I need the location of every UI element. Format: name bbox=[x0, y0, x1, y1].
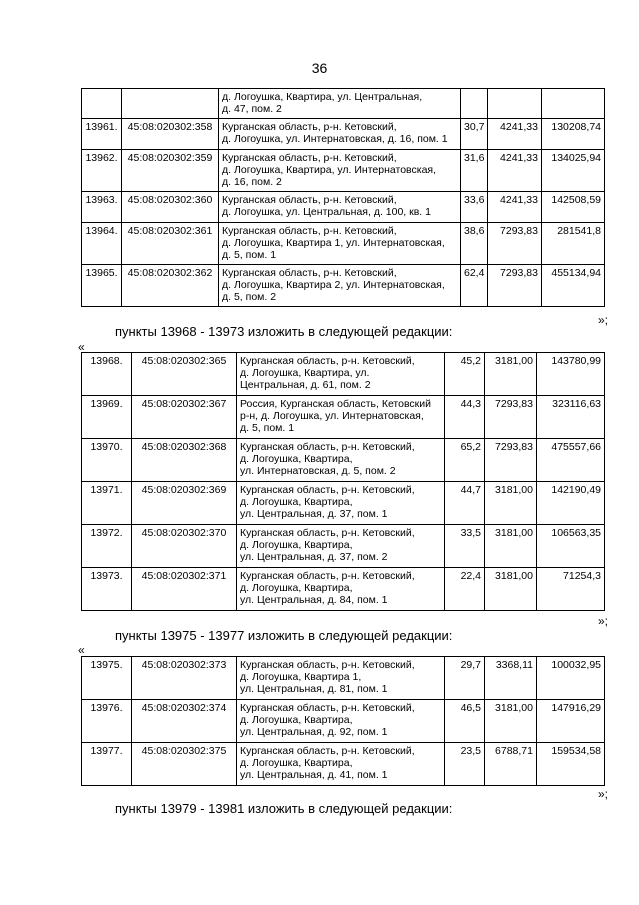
cadastral-value-cell: 106563,35 bbox=[537, 525, 605, 568]
address-line: д. Логоушка, Квартира, bbox=[240, 539, 353, 551]
address-cell bbox=[219, 89, 461, 119]
area-cell: 30,7 bbox=[461, 119, 488, 150]
cadastral-value-cell: 142190,49 bbox=[537, 482, 605, 525]
table-row bbox=[82, 89, 605, 119]
cadastral-number-cell: 45:08:020302:375 bbox=[132, 743, 237, 786]
unit-price-cell: 7293,83 bbox=[488, 265, 542, 307]
address-line: д. Логоушка, Квартира, ул. Центральная, bbox=[222, 91, 423, 103]
cadastral-value-cell: 475557,66 bbox=[537, 439, 605, 482]
area-cell: 46,5 bbox=[445, 700, 485, 743]
cadastral-value-cell: 130208,74 bbox=[542, 119, 605, 150]
address-line: д. 5, пом. 2 bbox=[222, 291, 277, 303]
address-line: д. Логоушка, Квартира, bbox=[240, 714, 353, 726]
unit-price-cell: 4241,33 bbox=[488, 150, 542, 192]
row-number-cell: 13964. bbox=[82, 223, 122, 265]
row-number-cell: 13972. bbox=[82, 525, 132, 568]
address-line: д. Логоушка, ул. Центральная, д. 100, кв. 1 bbox=[222, 206, 431, 218]
table-row bbox=[82, 568, 605, 611]
area-cell: 45,2 bbox=[445, 353, 485, 396]
area-cell: 31,6 bbox=[461, 150, 488, 192]
cadastral-number-cell: 45:08:020302:362 bbox=[122, 265, 219, 307]
area-cell: 33,5 bbox=[445, 525, 485, 568]
address-cell bbox=[219, 119, 461, 150]
row-number-cell: 13977. bbox=[82, 743, 132, 786]
table-row bbox=[82, 482, 605, 525]
address-line: ул. Интернатовская, д. 5, пом. 2 bbox=[240, 465, 396, 477]
cadastral-value-cell: 100032,95 bbox=[537, 657, 605, 700]
address-cell bbox=[237, 396, 445, 439]
unit-price-cell: 3368,11 bbox=[485, 657, 537, 700]
address-line: ул. Центральная, д. 37, пом. 2 bbox=[240, 551, 388, 563]
area-cell: 65,2 bbox=[445, 439, 485, 482]
address-line: Курганская область, р-н. Кетовский, bbox=[222, 121, 397, 133]
page-number: 36 bbox=[311, 60, 328, 76]
opening-quote: « bbox=[78, 643, 85, 657]
row-number-cell: 13963. bbox=[82, 192, 122, 223]
address-line: д. Логоушка, Квартира 2, ул. Интернатовская, bbox=[222, 279, 445, 291]
row-number-cell: 13968. bbox=[82, 353, 132, 396]
cadastral-number-cell: 45:08:020302:360 bbox=[122, 192, 219, 223]
table-row bbox=[82, 150, 605, 192]
address-line: Курганская область, р-н. Кетовский, bbox=[222, 225, 397, 237]
cadastral-number-cell: 45:08:020302:368 bbox=[132, 439, 237, 482]
closing-quote: »; bbox=[598, 787, 609, 801]
area-cell: 62,4 bbox=[461, 265, 488, 307]
row-number-cell: 13973. bbox=[82, 568, 132, 611]
cadastral-value-cell: 134025,94 bbox=[542, 150, 605, 192]
cadastral-number-cell: 45:08:020302:371 bbox=[132, 568, 237, 611]
address-cell bbox=[237, 353, 445, 396]
address-cell bbox=[237, 657, 445, 700]
cadastral-number-cell: 45:08:020302:365 bbox=[132, 353, 237, 396]
cadastral-number-cell: 45:08:020302:369 bbox=[132, 482, 237, 525]
unit-price-cell: 3181,00 bbox=[485, 525, 537, 568]
address-line: д. Логоушка, ул. Интернатовская, д. 16, пом. 1 bbox=[222, 133, 448, 145]
unit-price-cell: 6788,71 bbox=[485, 743, 537, 786]
cadastral-value-cell: 323116,63 bbox=[537, 396, 605, 439]
cadastral-value-cell: 159534,58 bbox=[537, 743, 605, 786]
area-cell: 44,3 bbox=[445, 396, 485, 439]
area-cell: 22,4 bbox=[445, 568, 485, 611]
unit-price-cell: 3181,00 bbox=[485, 482, 537, 525]
unit-price-cell: 7293,83 bbox=[485, 396, 537, 439]
row-number-cell: 13975. bbox=[82, 657, 132, 700]
address-line: Курганская область, р-н. Кетовский, bbox=[240, 355, 415, 367]
address-line: д. Логоушка, Квартира, bbox=[240, 453, 353, 465]
row-number-cell: 13970. bbox=[82, 439, 132, 482]
closing-quote: »; bbox=[598, 614, 609, 628]
address-line: д. Логоушка, Квартира 1, ул. Интернатовская, bbox=[222, 237, 445, 249]
address-line: д. 5, пом. 1 bbox=[222, 249, 277, 261]
row-number-cell: 13971. bbox=[82, 482, 132, 525]
row-number-cell bbox=[82, 89, 122, 119]
address-line: Курганская область, р-н. Кетовский, bbox=[222, 267, 397, 279]
row-number-cell: 13965. bbox=[82, 265, 122, 307]
address-cell bbox=[237, 743, 445, 786]
unit-price-cell: 3181,00 bbox=[485, 700, 537, 743]
address-line: Центральная, д. 61, пом. 2 bbox=[240, 379, 371, 391]
address-cell bbox=[237, 568, 445, 611]
address-line: р-н, д. Логоушка, ул. Интернатовская, bbox=[240, 410, 424, 422]
table-row bbox=[82, 525, 605, 568]
address-cell bbox=[237, 482, 445, 525]
address-line: ул. Центральная, д. 81, пом. 1 bbox=[240, 683, 388, 695]
area-cell: 44,7 bbox=[445, 482, 485, 525]
table-body bbox=[82, 89, 605, 307]
row-number-cell: 13969. bbox=[82, 396, 132, 439]
cadastral-number-cell: 45:08:020302:370 bbox=[132, 525, 237, 568]
address-line: ул. Центральная, д. 84, пом. 1 bbox=[240, 594, 388, 606]
cadastral-value-cell: 143780,99 bbox=[537, 353, 605, 396]
address-line: Курганская область, р-н. Кетовский, bbox=[240, 745, 415, 757]
area-cell: 33,6 bbox=[461, 192, 488, 223]
table-row bbox=[82, 192, 605, 223]
cadastral-number-cell: 45:08:020302:361 bbox=[122, 223, 219, 265]
address-line: Курганская область, р-н. Кетовский, bbox=[240, 702, 415, 714]
table-body bbox=[82, 657, 605, 786]
address-line: ул. Центральная, д. 37, пом. 1 bbox=[240, 508, 388, 520]
cadastral-number-cell: 45:08:020302:367 bbox=[132, 396, 237, 439]
address-line: Курганская область, р-н. Кетовский, bbox=[222, 152, 397, 164]
table-row bbox=[82, 353, 605, 396]
table-row bbox=[82, 700, 605, 743]
closing-quote: »; bbox=[598, 313, 609, 327]
table-row bbox=[82, 223, 605, 265]
table-row bbox=[82, 743, 605, 786]
table-row bbox=[82, 396, 605, 439]
row-number-cell: 13962. bbox=[82, 150, 122, 192]
instruction-text: пункты 13979 - 13981 изложить в следующей редакции: bbox=[115, 801, 453, 816]
address-line: д. Логоушка, Квартира, bbox=[240, 496, 353, 508]
unit-price-cell: 4241,33 bbox=[488, 192, 542, 223]
address-cell bbox=[219, 192, 461, 223]
address-line: д. 16, пом. 2 bbox=[222, 176, 282, 188]
table-body bbox=[82, 353, 605, 611]
address-line: д. Логоушка, Квартира, ул. Интернатовская, bbox=[222, 164, 437, 176]
cadastral-value-cell: 147916,29 bbox=[537, 700, 605, 743]
opening-quote: « bbox=[78, 340, 85, 354]
address-line: д. 47, пом. 2 bbox=[222, 103, 282, 115]
address-cell bbox=[237, 439, 445, 482]
cadastral-value-cell bbox=[542, 89, 605, 119]
unit-price-cell: 3181,00 bbox=[485, 353, 537, 396]
cadastral-number-cell: 45:08:020302:373 bbox=[132, 657, 237, 700]
row-number-cell: 13961. bbox=[82, 119, 122, 150]
address-line: Курганская область, р-н. Кетовский, bbox=[222, 194, 397, 206]
table-row bbox=[82, 657, 605, 700]
address-line: д. Логоушка, Квартира, bbox=[240, 582, 353, 594]
address-line: ул. Центральная, д. 41, пом. 1 bbox=[240, 769, 388, 781]
cadastral-number-cell bbox=[122, 89, 219, 119]
row-number-cell: 13976. bbox=[82, 700, 132, 743]
table-row bbox=[82, 119, 605, 150]
property-table-2 bbox=[81, 352, 605, 611]
address-line: Курганская область, р-н. Кетовский, bbox=[240, 527, 415, 539]
area-cell: 23,5 bbox=[445, 743, 485, 786]
cadastral-value-cell: 71254,3 bbox=[537, 568, 605, 611]
address-line: Курганская область, р-н. Кетовский, bbox=[240, 484, 415, 496]
cadastral-value-cell: 142508,59 bbox=[542, 192, 605, 223]
cadastral-number-cell: 45:08:020302:359 bbox=[122, 150, 219, 192]
table-row bbox=[82, 439, 605, 482]
unit-price-cell: 4241,33 bbox=[488, 119, 542, 150]
property-table-3 bbox=[81, 656, 605, 786]
address-line: д. Логоушка, Квартира 1, bbox=[240, 671, 362, 683]
cadastral-value-cell: 455134,94 bbox=[542, 265, 605, 307]
address-line: Курганская область, р-н. Кетовский, bbox=[240, 441, 415, 453]
cadastral-number-cell: 45:08:020302:358 bbox=[122, 119, 219, 150]
property-table-1 bbox=[81, 88, 605, 307]
address-line: д. Логоушка, Квартира, ул. bbox=[240, 367, 370, 379]
address-cell bbox=[219, 223, 461, 265]
address-cell bbox=[237, 700, 445, 743]
cadastral-value-cell: 281541,8 bbox=[542, 223, 605, 265]
instruction-text: пункты 13975 - 13977 изложить в следующей редакции: bbox=[115, 628, 453, 643]
unit-price-cell: 3181,00 bbox=[485, 568, 537, 611]
area-cell: 29,7 bbox=[445, 657, 485, 700]
address-line: Курганская область, р-н. Кетовский, bbox=[240, 570, 415, 582]
instruction-text: пункты 13968 - 13973 изложить в следующей редакции: bbox=[115, 324, 453, 339]
address-cell bbox=[219, 265, 461, 307]
address-line: д. 5, пом. 1 bbox=[240, 422, 295, 434]
unit-price-cell: 7293,83 bbox=[488, 223, 542, 265]
area-cell bbox=[461, 89, 488, 119]
address-line: ул. Центральная, д. 92, пом. 1 bbox=[240, 726, 388, 738]
cadastral-number-cell: 45:08:020302:374 bbox=[132, 700, 237, 743]
address-cell bbox=[237, 525, 445, 568]
table-row bbox=[82, 265, 605, 307]
unit-price-cell bbox=[488, 89, 542, 119]
address-line: Курганская область, р-н. Кетовский, bbox=[240, 659, 415, 671]
unit-price-cell: 7293,83 bbox=[485, 439, 537, 482]
address-cell bbox=[219, 150, 461, 192]
address-line: Россия, Курганская область, Кетовский bbox=[240, 398, 431, 410]
area-cell: 38,6 bbox=[461, 223, 488, 265]
address-line: д. Логоушка, Квартира, bbox=[240, 757, 353, 769]
